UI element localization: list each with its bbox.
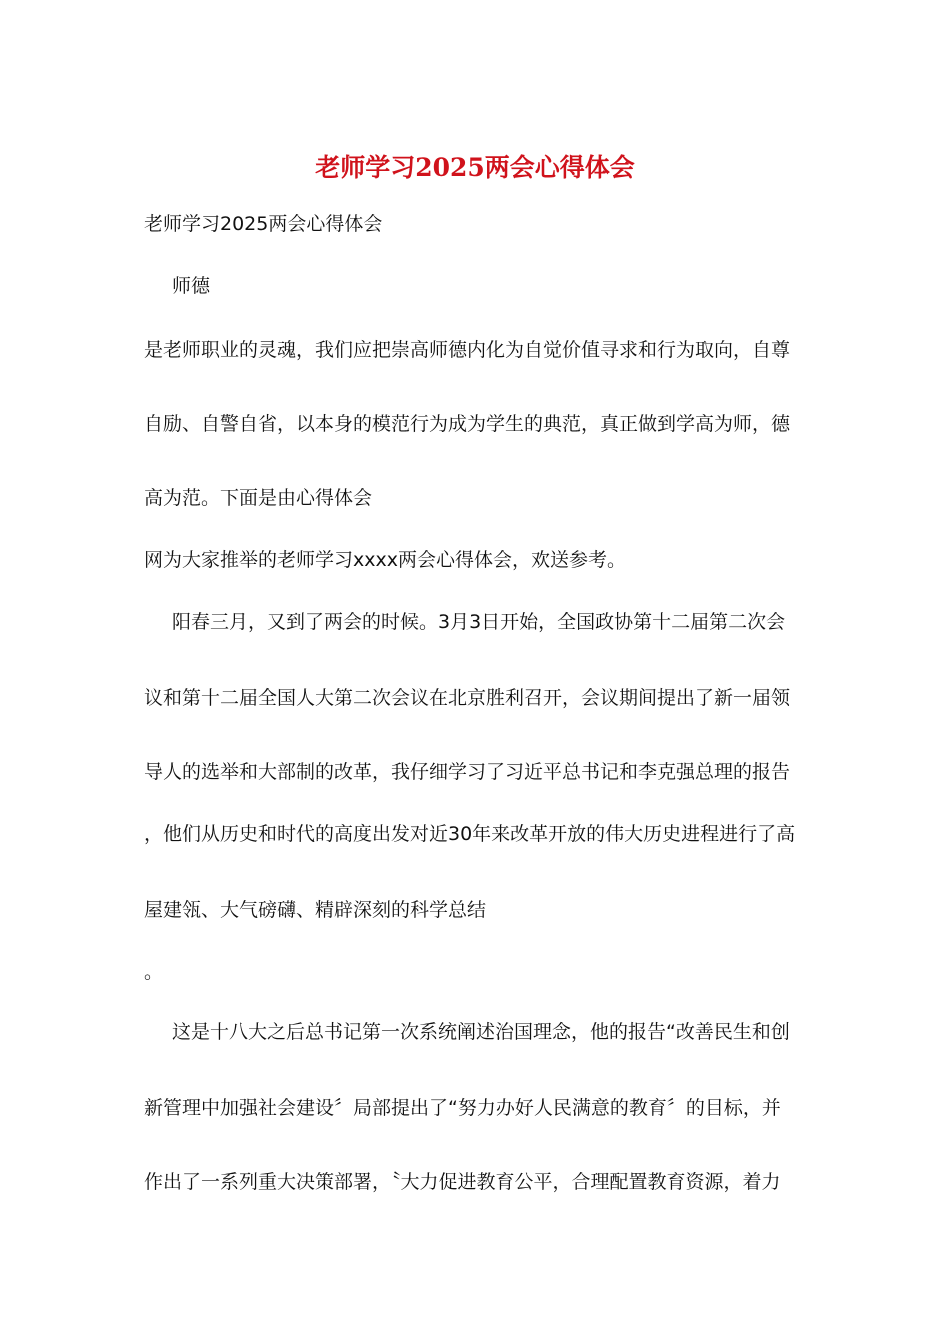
paragraph-line: 高为范。下面是由心得体会	[144, 487, 373, 509]
paragraph-line: 。	[144, 961, 164, 983]
paragraph-line: 网为大家推举的老师学习xxxx两会心得体会，欢送参考。	[144, 549, 626, 571]
paragraph-line: 是老师职业的灵魂，我们应把崇高师德内化为自觉价值寻求和行为取向，自尊	[144, 339, 791, 361]
paragraph-line: 新管理中加强社会建设〞局部提出了“努力办好人民满意的教育〞的目标，并	[144, 1097, 781, 1119]
document-title: 老师学习2025两会心得体会	[315, 153, 635, 182]
paragraph-line: 作出了一系列重大决策部署，〝大力促进教育公平，合理配置教育资源，着力	[144, 1171, 781, 1193]
paragraph-line: ，他们从历史和时代的高度出发对近30年来改革开放的伟大历史进程进行了高	[144, 823, 796, 845]
paragraph-line: 议和第十二届全国人大第二次会议在北京胜利召开，会议期间提出了新一届领	[144, 687, 791, 709]
paragraph-line: 阳春三月，又到了两会的时候。3月3日开始，全国政协第十二届第二次会	[172, 611, 786, 633]
paragraph-line: 师德	[172, 275, 211, 297]
paragraph-line: 屋建瓴、大气磅礴、精辟深刻的科学总结	[144, 899, 487, 921]
paragraph-line: 这是十八大之后总书记第一次系统阐述治国理念，他的报告“改善民生和创	[172, 1021, 790, 1043]
paragraph-line: 导人的选举和大部制的改革，我仔细学习了习近平总书记和李克强总理的报告	[144, 761, 791, 783]
subtitle-line: 老师学习2025两会心得体会	[144, 213, 383, 235]
paragraph-line: 自励、自警自省，以本身的模范行为成为学生的典范，真正做到学高为师，德	[144, 413, 791, 435]
